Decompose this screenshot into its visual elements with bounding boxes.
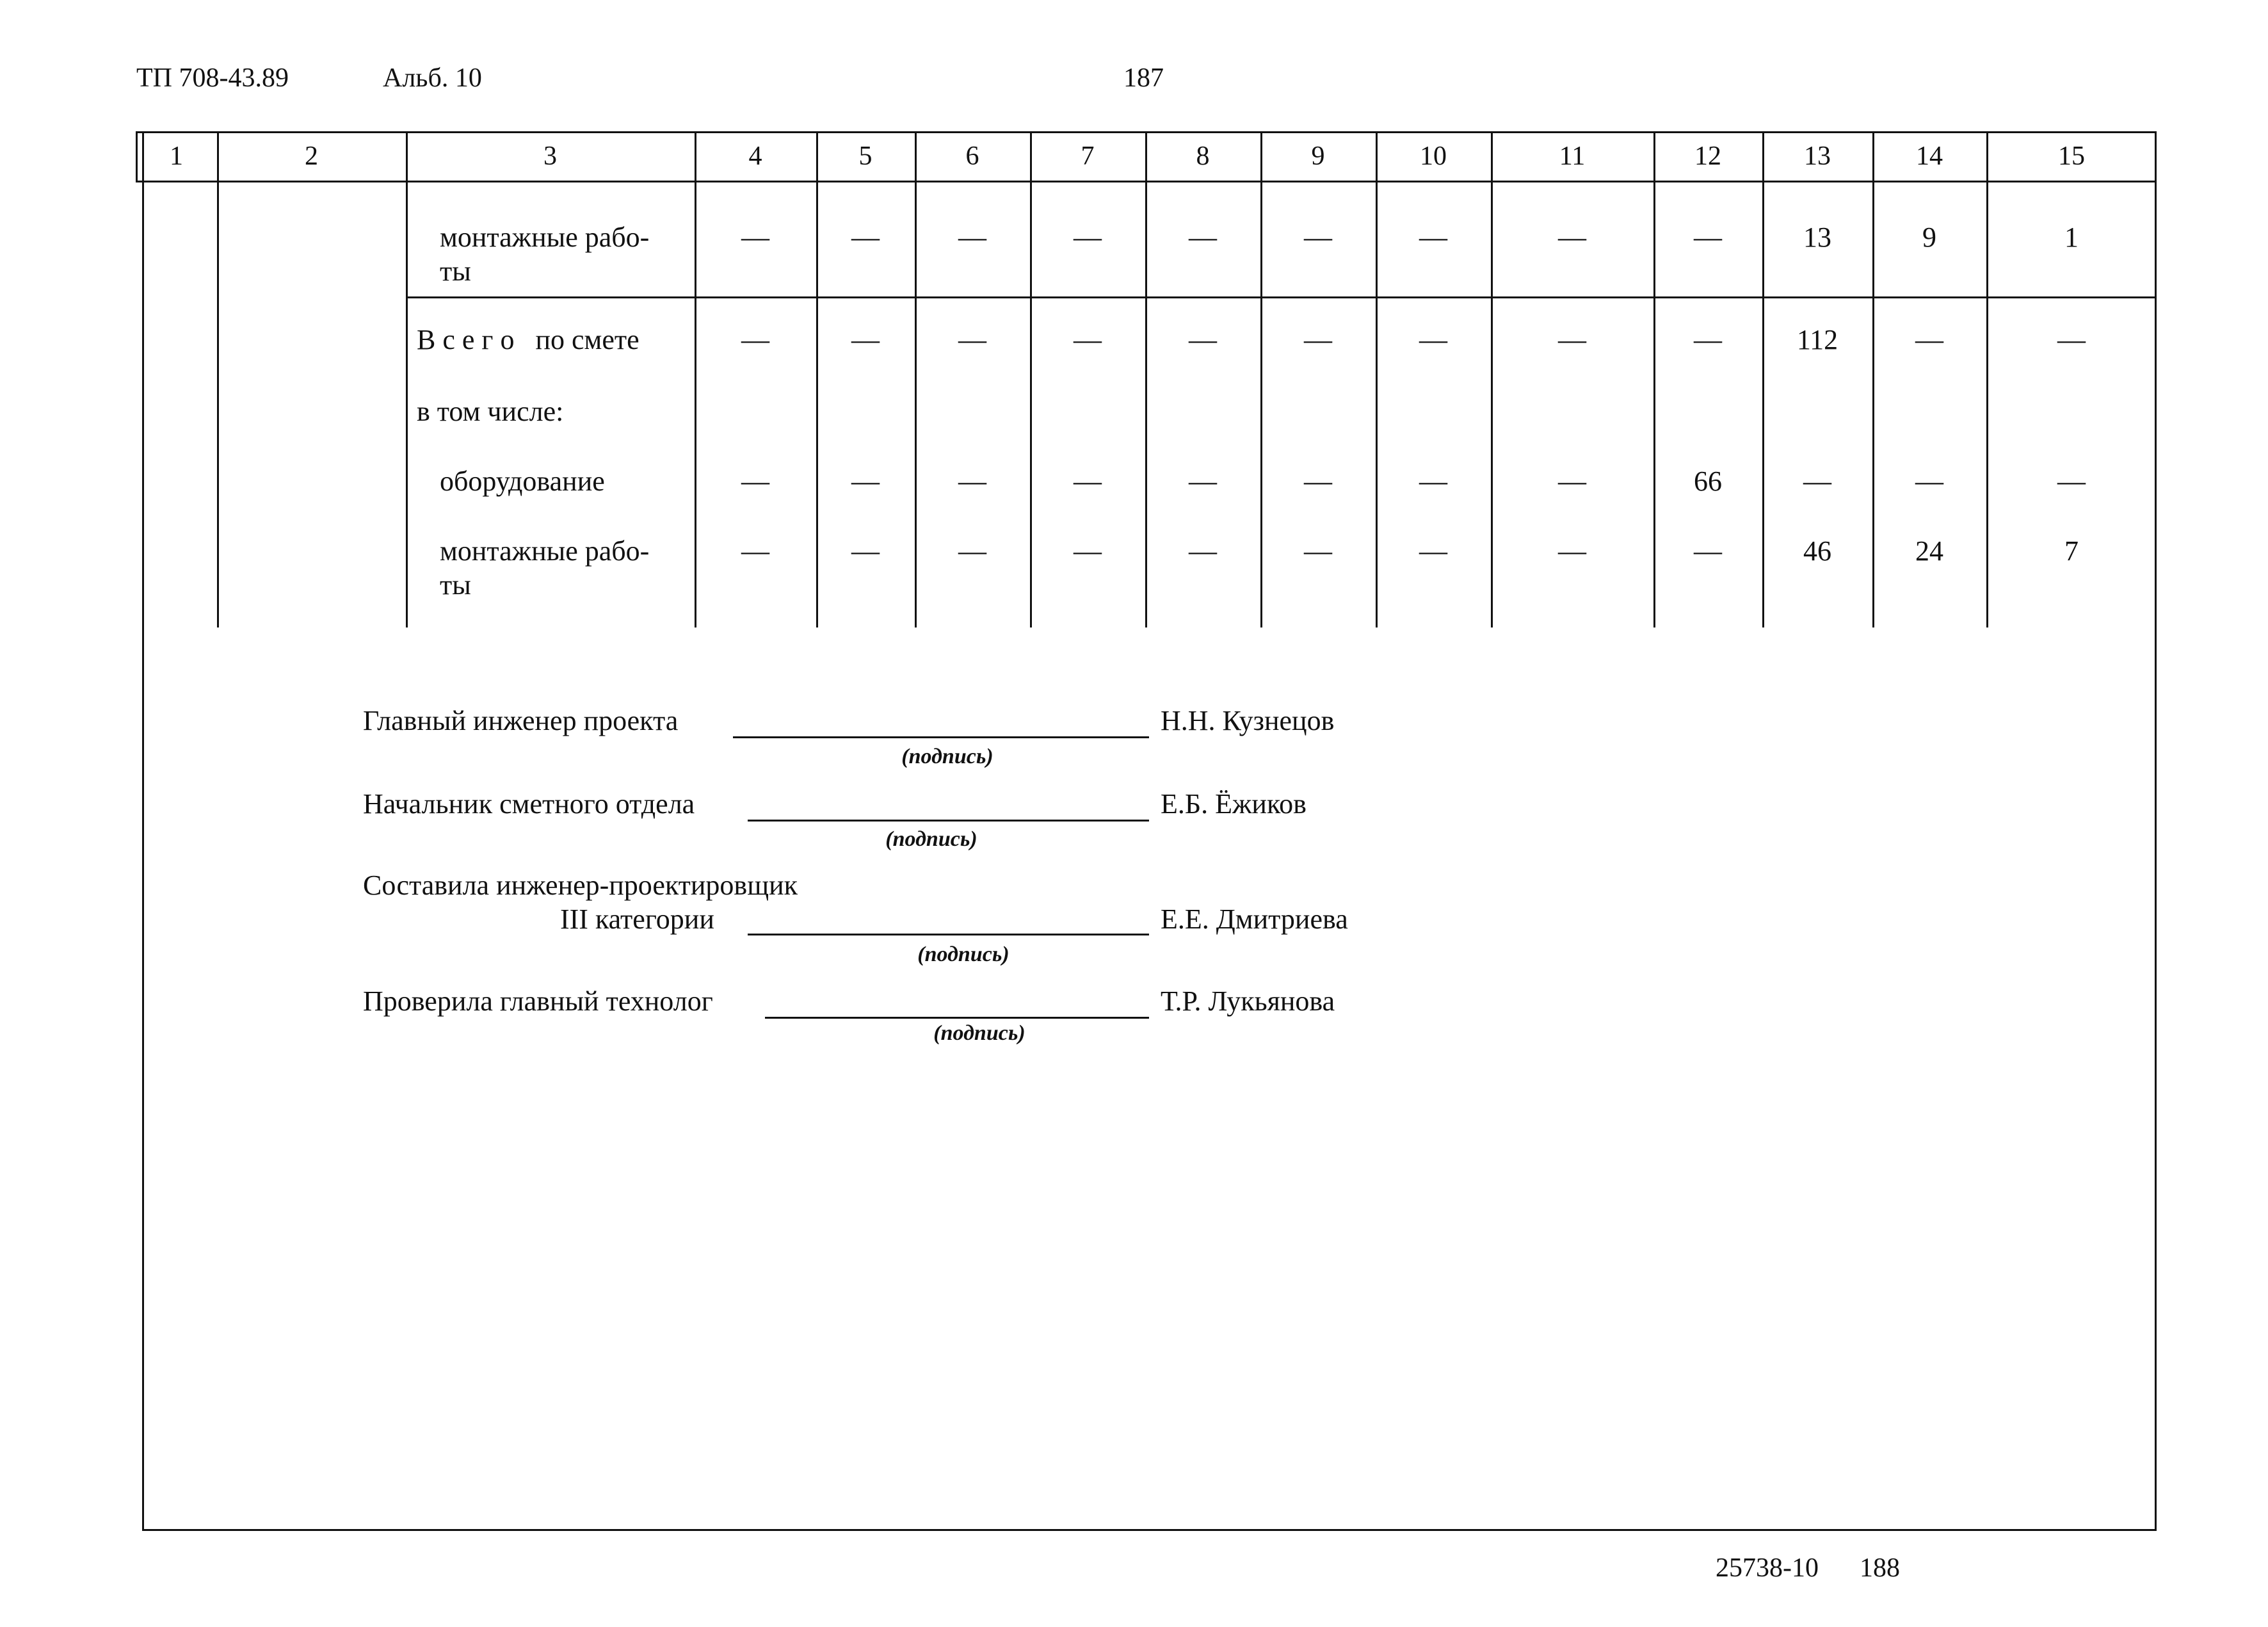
footer-page: 188 — [1860, 1553, 1900, 1583]
column-number: 5 — [858, 142, 873, 171]
signature-caption: (подпись) — [901, 745, 993, 768]
table-cell: — — [1074, 222, 1102, 253]
table-cell: — — [1189, 222, 1217, 253]
table-cell: — — [741, 222, 769, 253]
table-cell: 13 — [1803, 222, 1831, 253]
table-cell: — — [1803, 465, 1831, 497]
column-number: 6 — [965, 142, 979, 171]
table-cell: — — [1558, 465, 1586, 497]
footer-code: 25738-10 — [1716, 1553, 1819, 1583]
table-cell: 46 — [1803, 535, 1831, 567]
table-cell: — — [741, 535, 769, 567]
table-cell: 9 — [1922, 222, 1936, 253]
table-cell: — — [1304, 535, 1332, 567]
signature-caption: (подпись) — [933, 1021, 1025, 1045]
column-number: 8 — [1196, 142, 1210, 171]
table-cell: — — [1915, 324, 1943, 355]
table-cell: — — [1558, 535, 1586, 567]
table-cell: — — [958, 465, 986, 497]
table-cell: — — [1419, 465, 1447, 497]
signature-name: Е.Е. Дмитриева — [1161, 903, 1348, 935]
row-label: ты — [440, 569, 471, 601]
signature-line — [765, 1017, 1149, 1019]
table-cell: — — [1304, 324, 1332, 355]
row-label-total: В с е г о по смете — [417, 324, 639, 355]
signature-name: Н.Н. Кузнецов — [1161, 705, 1335, 736]
table-cell: 112 — [1796, 324, 1838, 355]
table-cell: — — [958, 324, 986, 355]
table-cell: 24 — [1915, 535, 1943, 567]
table-cell: 66 — [1694, 465, 1722, 497]
table-cell: 7 — [2064, 535, 2079, 567]
table-cell: — — [1694, 324, 1722, 355]
column-number: 13 — [1804, 142, 1831, 171]
column-number: 2 — [305, 142, 318, 171]
table-cell: — — [1419, 222, 1447, 253]
row-separator — [407, 296, 2157, 298]
signature-line — [733, 736, 1149, 738]
grid-line — [217, 131, 219, 627]
table-cell: — — [1304, 222, 1332, 253]
column-number: 15 — [2058, 142, 2085, 171]
column-number: 10 — [1420, 142, 1447, 171]
column-number: 11 — [1559, 142, 1586, 171]
page-number: 187 — [1123, 63, 1164, 93]
table-cell: — — [2057, 324, 2086, 355]
signature-role: Начальник сметного отдела — [363, 788, 695, 820]
table-cell: — — [851, 324, 880, 355]
signature-role: Проверила главный технолог — [363, 985, 713, 1017]
signature-name: Е.Б. Ёжиков — [1161, 788, 1307, 820]
table-cell: — — [1189, 465, 1217, 497]
signature-role: Составила инженер-проектировщик — [363, 870, 798, 901]
column-number: 3 — [543, 142, 557, 171]
column-number: 4 — [748, 142, 762, 171]
row-label: монтажные рабо- — [440, 535, 650, 567]
signature-caption: (подпись) — [885, 827, 977, 851]
table-cell: — — [1558, 222, 1586, 253]
column-number: 1 — [170, 142, 183, 171]
table-cell: — — [1304, 465, 1332, 497]
table-cell: — — [1074, 465, 1102, 497]
signature-caption: (подпись) — [917, 943, 1009, 966]
signature-line — [748, 934, 1149, 935]
document-code: ТП 708-43.89 — [136, 63, 289, 93]
table-cell: — — [1074, 535, 1102, 567]
table-cell: — — [741, 324, 769, 355]
table-cell: — — [741, 465, 769, 497]
table-cell: — — [2057, 465, 2086, 497]
row-label: в том числе: — [417, 396, 564, 427]
album-number: Альб. 10 — [383, 63, 482, 93]
table-cell: — — [1694, 222, 1722, 253]
table-cell: — — [1915, 465, 1943, 497]
row-label: ты — [440, 255, 471, 287]
column-number: 7 — [1081, 142, 1095, 171]
table-cell: — — [1694, 535, 1722, 567]
signature-role: III категории — [560, 903, 714, 935]
grid-line — [406, 131, 408, 627]
signature-line — [748, 820, 1149, 822]
table-cell: — — [1419, 324, 1447, 355]
row-label: монтажные рабо- — [440, 222, 650, 253]
table-cell: — — [1419, 535, 1447, 567]
row-label: оборудование — [440, 465, 605, 497]
table-cell: — — [958, 222, 986, 253]
column-number: 9 — [1311, 142, 1325, 171]
table-cell: 1 — [2064, 222, 2079, 253]
table-cell: — — [851, 535, 880, 567]
table-cell: — — [1074, 324, 1102, 355]
column-number: 12 — [1694, 142, 1721, 171]
table-cell: — — [851, 465, 880, 497]
signature-name: Т.Р. Лукьянова — [1161, 985, 1335, 1017]
table-cell: — — [958, 535, 986, 567]
table-cell: — — [851, 222, 880, 253]
table-cell: — — [1558, 324, 1586, 355]
column-number: 14 — [1916, 142, 1943, 171]
table-cell: — — [1189, 324, 1217, 355]
signature-role: Главный инженер проекта — [363, 705, 679, 736]
table-cell: — — [1189, 535, 1217, 567]
